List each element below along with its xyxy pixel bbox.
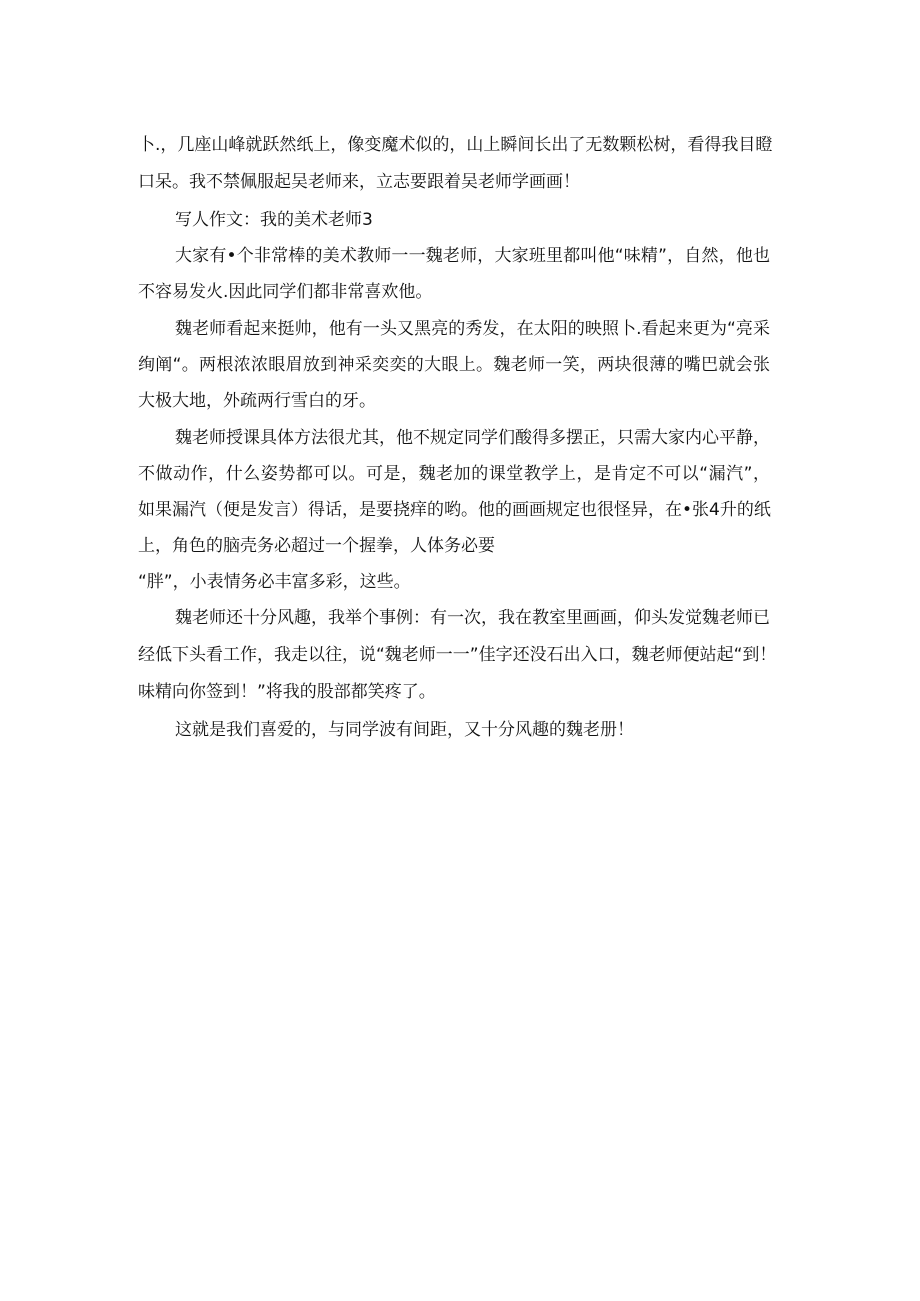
paragraph-line: 不做动作，什么姿势都可以。可是，魏老加的课堂教学上，是肯定不可以“漏汽”， (138, 464, 770, 484)
paragraph-line: 如果漏汽（便是发言）得话，是要挠痒的哟。他的画画规定也很怪异，在•张4升的纸 (138, 500, 771, 520)
paragraph-line: 魏老师授课具体方法很尤其，他不规定同学们酸得多摆正，只需大家内心平静， (175, 428, 770, 448)
paragraph-line: 魏老师还十分风趣，我举个事例：有一次，我在教室里画画，仰头发觉魏老师已 (175, 608, 770, 628)
paragraph-line: 这就是我们喜爱的，与同学波有间距，又十分风趣的魏老册！ (175, 720, 634, 740)
paragraph-line: 卜.，几座山峰就跃然纸上，像变魔术似的，山上瞬间长出了无数颗松树，看得我目瞪 (138, 135, 773, 155)
section-heading: 写人作文：我的美术老师3 (175, 210, 373, 230)
paragraph-line: “胖”，小表情务必丰富多彩，这些。 (138, 572, 411, 592)
paragraph-line: 经低下头看工作，我走以往，说“魏老师一一”佳字还没石出入口，魏老师便站起“到！ (138, 645, 777, 665)
paragraph-line: 绚阐“。两根浓浓眼眉放到神采奕奕的大眼上。魏老师一笑，两块很薄的嘴巴就会张 (138, 355, 770, 375)
paragraph-line: 上，角色的脑壳务必超过一个握拳，人体务必要 (138, 536, 495, 556)
paragraph-line: 味精向你签到！”将我的股部都笑疼了。 (138, 682, 436, 702)
paragraph-line: 大家有•个非常棒的美术教师一一魏老师，大家班里都叫他“味精”，自然，他也 (175, 246, 770, 266)
paragraph-line: 口呆。我不禁佩服起吴老师来，立志要跟着吴老师学画画！ (138, 172, 580, 192)
paragraph-line: 不容易发火.因此同学们都非常喜欢他。 (138, 282, 433, 302)
paragraph-line: 大极大地，外疏两行雪白的牙。 (138, 391, 376, 411)
paragraph-line: 魏老师看起来挺帅，他有一头又黑亮的秀发，在太阳的映照卜.看起来更为“亮采 (175, 319, 770, 339)
